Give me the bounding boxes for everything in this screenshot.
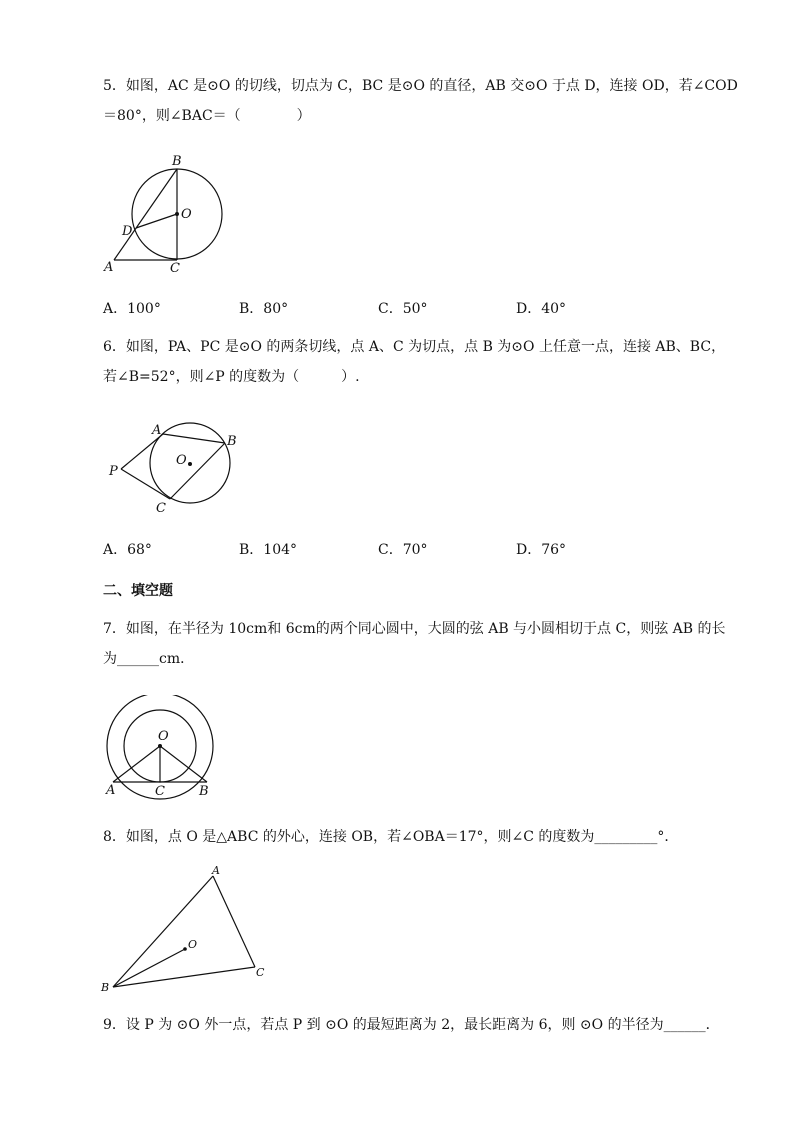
q7-label-o: O [158, 729, 169, 744]
q5-label-c: C [170, 261, 180, 276]
q5-option-b[interactable]: B．80° [239, 301, 289, 317]
q6-center-dot [188, 462, 192, 466]
q6-label-a: A [152, 423, 162, 438]
q6-options [103, 539, 703, 557]
q6-option-a[interactable]: A．68° [103, 542, 152, 558]
q7-label-a: A [106, 783, 116, 798]
q6-chord-bc [170, 443, 225, 499]
q8-side-bc [113, 967, 255, 987]
q6-label-b: B [227, 434, 237, 449]
q6-label-p: P [109, 464, 118, 479]
q6-option-d[interactable]: D．76° [516, 542, 567, 558]
q7-text-line2: 为______cm． [103, 651, 195, 667]
q5-label-a: A [104, 260, 114, 275]
q6-text-line2: 若∠B=52°，则∠P 的度数为（ ）. [103, 369, 360, 385]
q5-option-d[interactable]: D．40° [516, 301, 567, 317]
q8-segment-ob [113, 949, 185, 987]
q5-option-a[interactable]: A．100° [103, 301, 161, 317]
q8-label-b: B [101, 981, 110, 994]
q8-figure [100, 865, 275, 995]
q6-option-c[interactable]: C．70° [378, 542, 428, 558]
q5-label-o: O [181, 207, 192, 222]
q5-text-line1: 5．如图，AC 是⊙O 的切线，切点为 C，BC 是⊙O 的直径，AB 交⊙O 于点 D，连接 OD，若∠COD [103, 78, 738, 94]
q5-center-dot [175, 212, 179, 216]
q6-figure [100, 415, 250, 520]
q5-option-c[interactable]: C．50° [378, 301, 428, 317]
q8-label-c: C [256, 966, 265, 979]
q5-figure [100, 150, 240, 280]
q6-label-o: O [176, 453, 187, 468]
q5-segment-od [136, 214, 177, 228]
q5-text-line2: ＝80°，则∠BAC＝（ ） [103, 108, 311, 124]
q5-options [103, 298, 703, 316]
q7-figure [100, 695, 225, 805]
q6-text-line1: 6．如图，PA、PC 是⊙O 的两条切线，点 A、C 为切点，点 B 为⊙O 上任意一点，连接 AB、BC， [103, 339, 726, 355]
q5-label-b: B [172, 154, 182, 169]
q8-center-dot [183, 947, 187, 951]
q7-segment-ob [160, 746, 207, 782]
q6-option-b[interactable]: B．104° [239, 542, 298, 558]
q7-text-line1: 7．如图，在半径为 10cm和 6cm的两个同心圆中，大圆的弦 AB 与小圆相切于点 C，则弦 AB 的长 [103, 621, 726, 637]
q8-label-o: O [188, 938, 198, 951]
q8-text-line1: 8．如图，点 O 是△ABC 的外心，连接 OB，若∠OBA＝17°，则∠C 的度数为_________°． [103, 829, 679, 845]
q6-chord-ab [163, 434, 225, 443]
q7-label-b: B [199, 784, 209, 799]
q6-tangent-pc [121, 469, 170, 499]
q8-side-ac [213, 876, 255, 967]
q6-tangent-pa [121, 434, 163, 469]
q7-segment-oa [113, 746, 160, 782]
q8-side-ba [113, 876, 213, 987]
q9-text-line1: 9．设 P 为 ⊙O 外一点，若点 P 到 ⊙O 的最短距离为 2，最长距离为 6，则 ⊙O 的半径为______． [103, 1017, 720, 1033]
q7-center-dot [158, 744, 162, 748]
q5-label-d: D [122, 224, 133, 239]
q8-label-a: A [212, 865, 220, 877]
q7-label-c: C [155, 784, 165, 799]
section-title-fill-in: 二、填空题 [103, 583, 173, 599]
q6-label-c: C [156, 501, 166, 516]
